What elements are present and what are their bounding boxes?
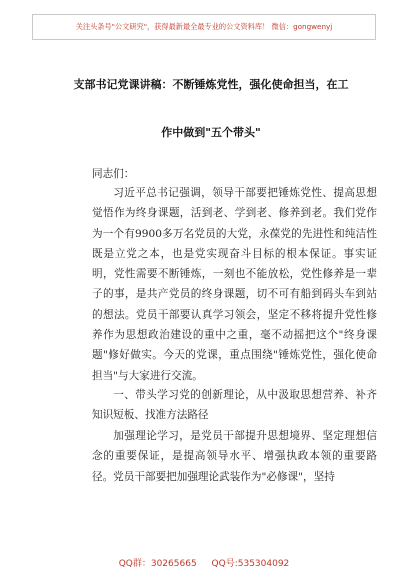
banner-text: 关注头条号"公文研究"，获得最新最全最专业的公文资料库！ 微信：gongwenyj [75, 22, 333, 31]
footer [0, 556, 408, 569]
document-title-line-2: 作中做到"五个带头" [161, 126, 261, 139]
header-banner [32, 14, 376, 40]
footer-qq-group: QQ群：30265665 [118, 559, 197, 569]
footer-qq-number: QQ号:535304092 [211, 559, 290, 569]
section-heading-1: 一、带头学习党的创新理论，从中汲取思想营养、补齐知识短板、找准方法路径 [92, 389, 377, 422]
greeting: 同志们： [92, 168, 135, 180]
body-paragraph-2: 加强理论学习，是党员干部提升思想境界、坚定理想信念的重要保证，是提高领导水平、增强执政本领的重要路径。党员干部要把加强理论武装作为"必修课"，坚持 [92, 430, 377, 483]
body-paragraph-1: 习近平总书记强调，领导干部要把锤炼党性、提高思想觉悟作为终身课题，活到老、学到老、修养到老。我们党作为一个有9900多万名党员的大党，永葆党的先进性和纯洁性既是立党之本，也是党实现奋斗目标的根本保证。事实证明，党性需要不断锤炼，一刻也不能放松，党性修养是一辈子的事，是共产党员的终身课题，切不可有船到码头车到站的想法。党员干部要认真学习领会，坚定不移将提升党性修养作为思想政治建设的重中之重，毫不动摇把这个"终身课题"修好做实。今天的党课，重点围绕"锤炼党性，强化使命担当"与大家进行交流。 [92, 187, 377, 382]
document-title-line-1: 支部书记党课讲稿：不断锤炼党性，强化使命担当，在工 [73, 78, 349, 91]
